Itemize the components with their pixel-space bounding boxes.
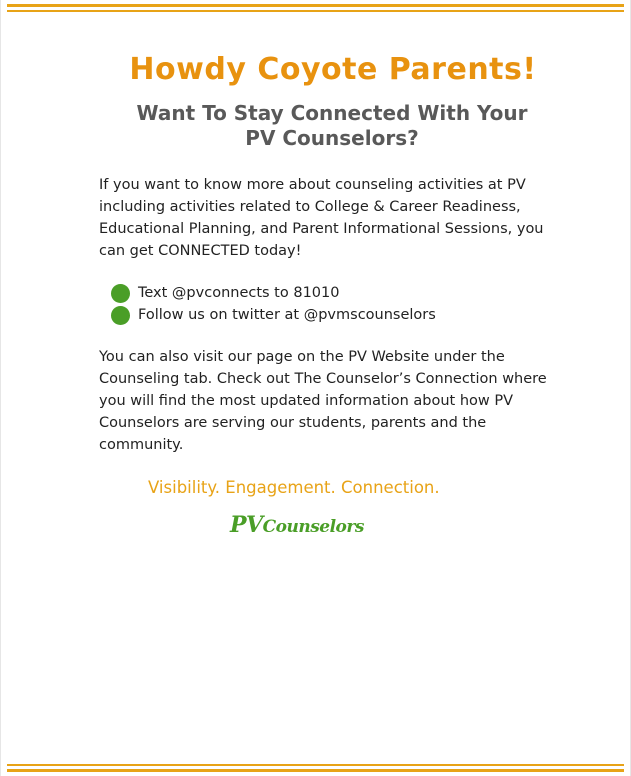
list-item [111,304,436,326]
bottom-border-rule-thin [7,764,624,766]
bottom-border-rule [7,769,624,772]
page-title: Howdy Coyote Parents! [129,52,537,87]
contact-list [111,282,436,326]
logo-text-counselors: Counselors [262,517,364,537]
top-border-rule-thin [7,10,624,12]
top-border-rule [7,4,624,7]
logo-text-pv: PV [230,512,263,538]
page-subtitle [1,101,631,151]
website-paragraph: You can also visit our page on the PV Website under the Counseling tab. Check out The Counselor’s Connection where you will find the most updated information about how PV Counselors are serving our students, parents and the community. [99,349,547,453]
intro-paragraph: If you want to know more about counseling activities at PV including activities related to College & Career Readiness, Educational Planning, and Parent Informational Sessions, you can get CONNECTED today! [99,177,544,259]
list-item [111,282,436,304]
bullet-text-twitter: Follow us on twitter at @pvmscounselors [138,307,436,323]
pv-counselors-logo [230,512,364,538]
subtitle-line-2: PV Counselors? [245,126,419,150]
green-bullet-icon [111,306,130,325]
green-bullet-icon [111,284,130,303]
tagline: Visibility. Engagement. Connection. [148,478,440,497]
subtitle-line-1: Want To Stay Connected With Your [136,101,528,125]
bullet-text-text-number: Text @pvconnects to 81010 [138,285,340,301]
